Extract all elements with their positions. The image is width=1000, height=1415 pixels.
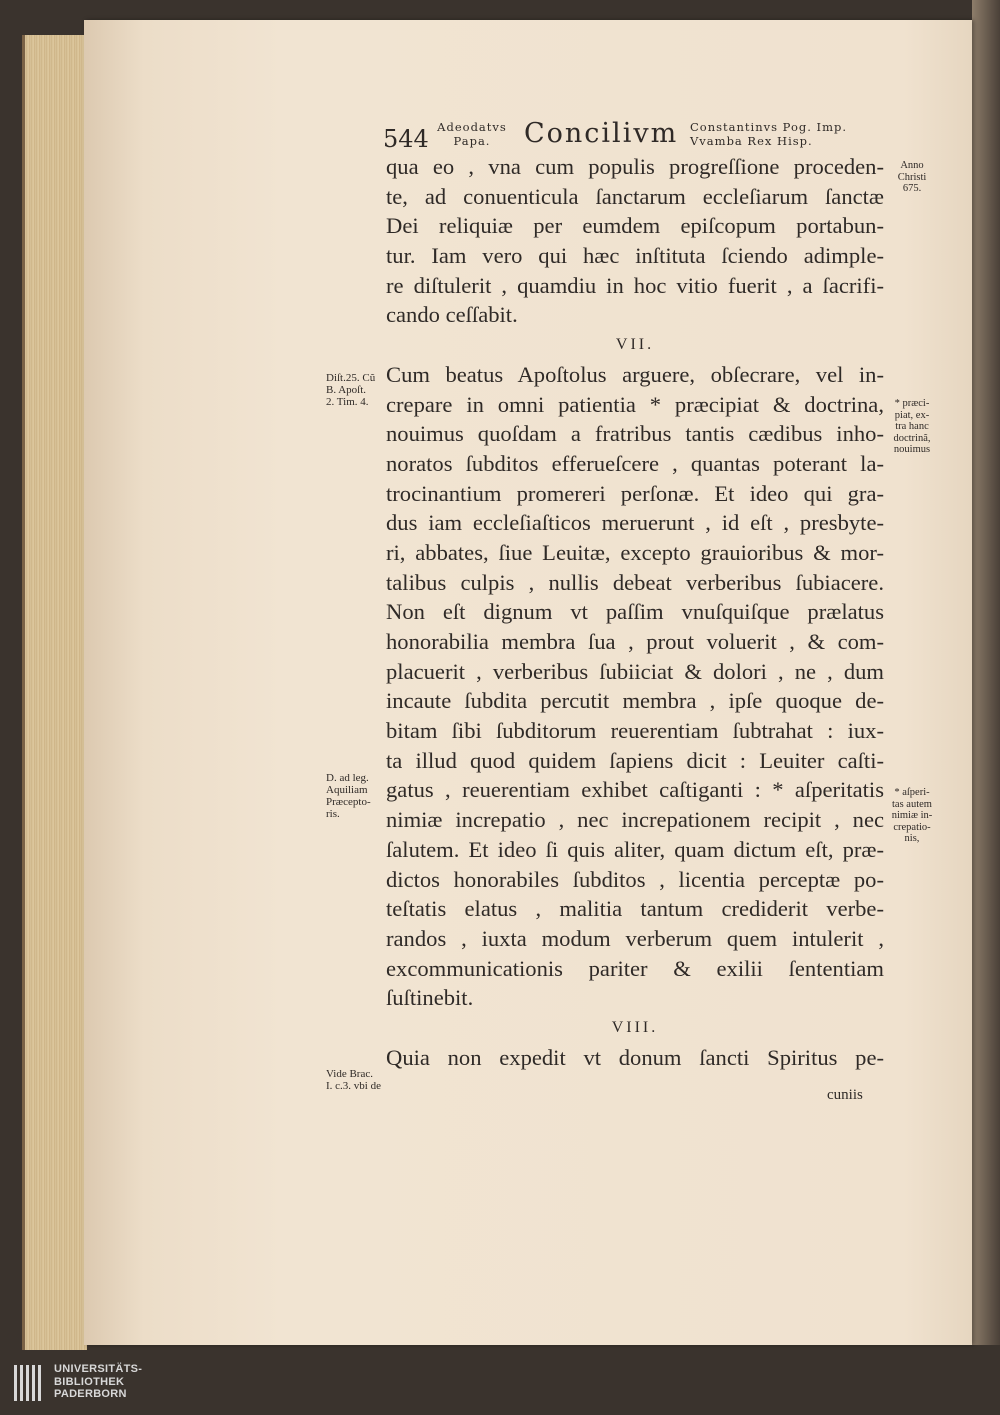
section-heading-vii: VII. [615, 336, 655, 354]
text-line: placuerit , verberibus ſubiiciat & dolori , ne , dum [386, 658, 884, 684]
running-head-right: Constantinvs Pog. Imp. Vvamba Rex Hisp. [690, 120, 848, 148]
text-line: ſuſtinebit. [386, 985, 474, 1011]
library-logo-icon [12, 1361, 52, 1405]
section-heading-viii: VIII. [611, 1018, 659, 1036]
book-page-edges [22, 35, 87, 1350]
text-line: re diſtulerit , quamdiu in hoc vitio fuerit , a ſacrifi- [386, 272, 884, 298]
margin-note-anno: Anno Christi 675. [897, 160, 927, 194]
page-number: 544 [383, 125, 429, 153]
text-line: incaute ſubdita percutit membra , ipſe quoque de- [386, 688, 884, 714]
text-line: ri, abbates, ſiue Leuitæ, excepto grauioribus & mor- [386, 539, 884, 565]
body-text [386, 152, 884, 1072]
text-line: dictos honorabiles ſubditos , licentia perceptæ po- [386, 866, 884, 892]
margin-note-vide: Vide Brac. I. c.3. vbi de [326, 1068, 381, 1092]
text-line: cando ceſſabit. [386, 302, 518, 328]
margin-note-lex: D. ad leg. Aquiliam Præcepto- ris. [326, 772, 371, 820]
text-line: talibus culpis , nullis debeat verberibus ſubiacere. [386, 569, 884, 595]
text-line: Dei reliquiæ per eumdem epiſcopum portabun- [386, 213, 884, 239]
text-line: nimiæ increpatio , nec increpationem recipit , nec [386, 807, 884, 833]
text-line: qua eo , vna cum populis progreſſione proceden- [386, 154, 884, 179]
text-line: ſalutem. Et ideo ſi quis aliter, quam dictum eſt, præ- [386, 836, 884, 862]
text-line: Quia non expedit vt donum ſancti Spiritus pe- [386, 1044, 884, 1070]
catchword: cuniis [827, 1087, 863, 1103]
running-head-title: Concilivm [524, 118, 679, 149]
running-head-left: Adeodatvs Papa. [437, 120, 507, 148]
text-line: dus iam eccleſiaſticos meruerunt , id eſt , presbyte- [386, 510, 884, 536]
margin-note-praecipiat: * præci- piat, ex- tra hanc doctrinã, nouimus [893, 398, 931, 455]
text-line: Non eſt dignum vt paſſim vnuſquiſque prælatus [386, 599, 884, 625]
text-line: te, ad conuenticula ſanctarum eccleſiarum ſanctæ [386, 183, 884, 209]
text-line: crepare in omni patientia * præcipiat & doctrina, [386, 391, 884, 417]
margin-note-asperitas: * aſperi- tas autem nimiæ in- crepatio- nis, [891, 787, 933, 844]
text-line: excommunicationis pariter & exilii ſententiam [386, 955, 884, 981]
text-line: randos , iuxta modum verberum quem intulerit , [386, 925, 884, 951]
text-line: nouimus quoſdam a fratribus tantis cædibus inho- [386, 421, 884, 447]
text-line: Cum beatus Apoſtolus arguere, obſecrare, vel in- [386, 361, 884, 387]
text-line: trocinantium promereri perſonæ. Et ideo qui gra- [386, 480, 884, 506]
text-line: ta illud quod quidem ſapiens dicit : Leuiter caſti- [386, 747, 884, 773]
text-line: gatus , reuerentiam exhibet caſtiganti : * aſperitatis [386, 777, 884, 803]
text-line: honorabilia membra ſua , prout voluerit , & com- [386, 629, 884, 654]
margin-note-dist: Diſt.25. Cũ B. Apoſt. 2. Tim. 4. [326, 372, 376, 408]
text-line: noratos ſubditos efferueſcere , quantas poterant la- [386, 450, 884, 476]
book-right-edge [972, 0, 1000, 1345]
text-line: teſtatis elatus , malitia tantum crediderit verbe- [386, 896, 884, 922]
library-logo-text: UNIVERSITÄTS- BIBLIOTHEK PADERBORN [54, 1363, 143, 1400]
text-line: bitam ſibi ſubditorum reuerentiam ſubtrahat : iux- [386, 718, 884, 744]
text-line: tur. Iam vero qui hæc inſtituta ſciendo adimple- [386, 243, 884, 269]
